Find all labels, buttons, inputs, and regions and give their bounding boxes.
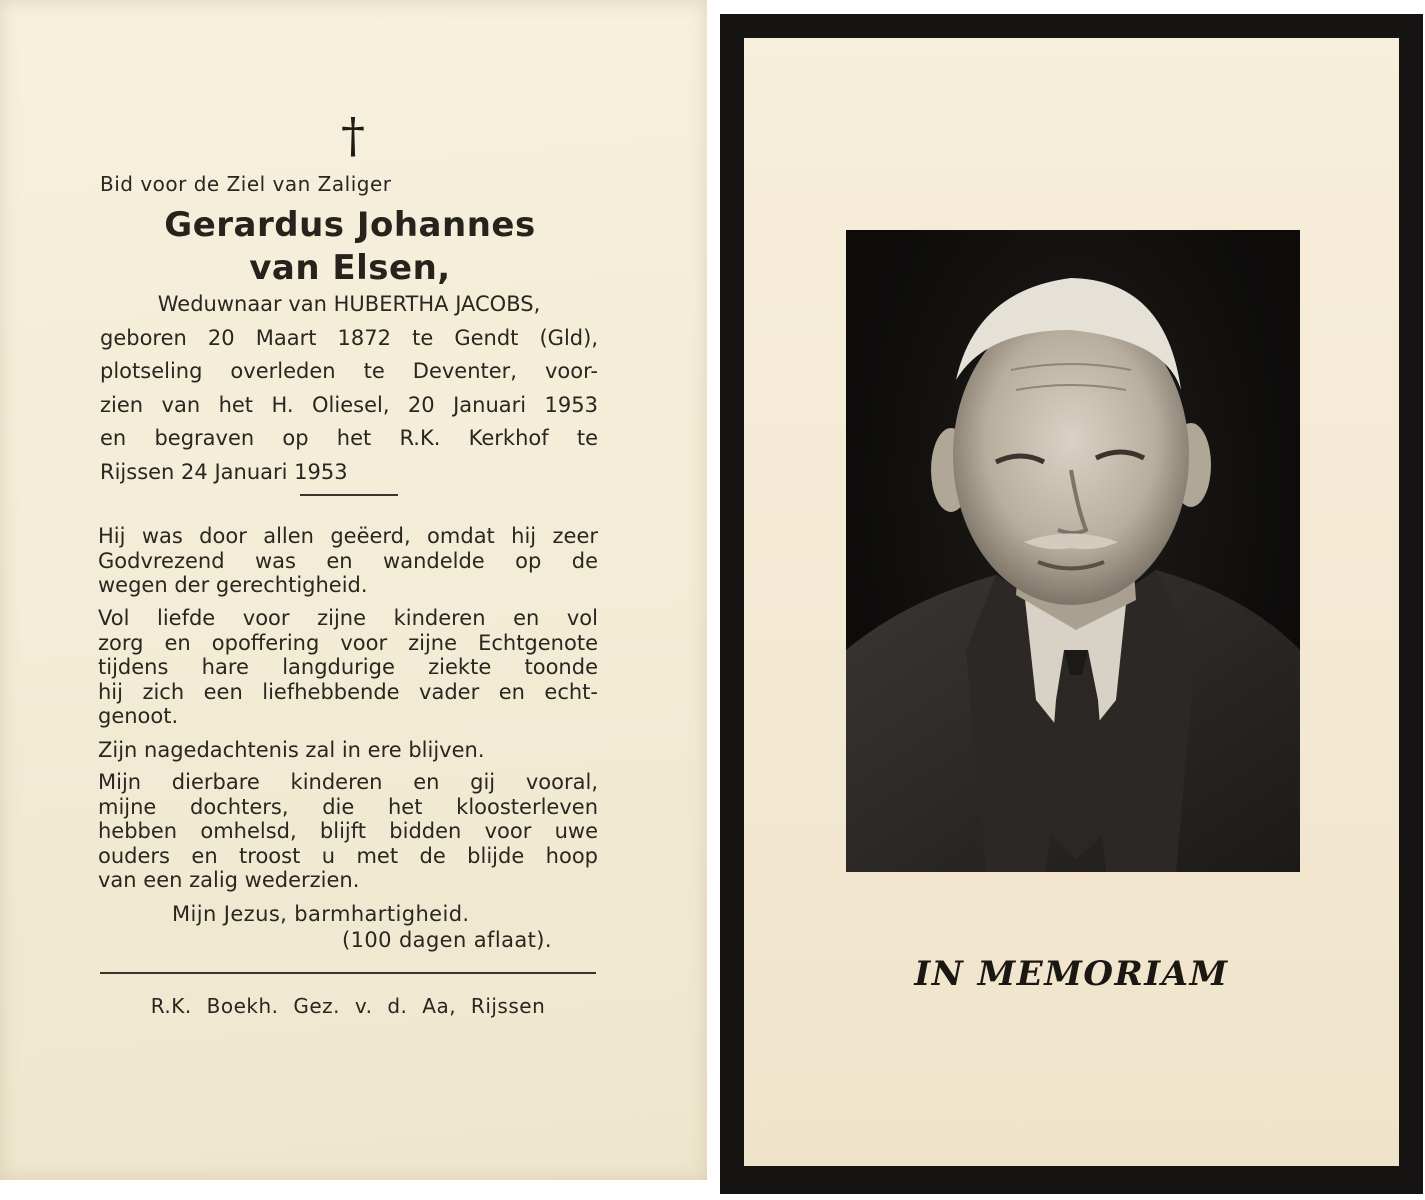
deceased-name-line1: Gerardus Johannes xyxy=(164,205,536,245)
indulgence-text: (100 dagen aflaat). xyxy=(342,928,552,952)
text-line: mijne dochters, die het kloosterleven xyxy=(98,794,598,819)
text-line: Vol liefde voor zijne kinderen en vol xyxy=(98,606,598,630)
text-line: tijdens hare langdurige ziekte toonde xyxy=(98,655,598,679)
bio-line: en begraven op het R.K. Kerkhof te xyxy=(100,426,598,450)
text-line: ouders en troost u met de blijde hoop xyxy=(98,843,598,868)
text-line: wegen der gerechtigheid. xyxy=(98,573,368,597)
text-line: van een zalig wederzien. xyxy=(98,868,360,892)
text-line: Godvrezend was en wandelde op de xyxy=(98,548,598,573)
paragraph-4 xyxy=(98,770,598,893)
paragraph-3 xyxy=(98,738,598,763)
biography-block xyxy=(100,288,598,489)
text-line: Hij was door allen geëerd, omdat hij zeer xyxy=(98,524,598,548)
paragraph-2 xyxy=(98,606,598,729)
cross-icon: † xyxy=(341,108,365,164)
divider xyxy=(300,494,398,496)
text-line: Zijn nagedachtenis zal in ere blijven. xyxy=(98,738,485,762)
bio-line: plotseling overleden te Deventer, voor- xyxy=(100,359,598,383)
bio-line: zien van het H. Oliesel, 20 Januari 1953 xyxy=(100,392,598,417)
text-line: hij zich een liefhebbende vader en echt- xyxy=(98,679,598,704)
text-line: zorg en opoffering voor zijne Echtgenote xyxy=(98,630,598,655)
text-line: Mijn dierbare kinderen en gij vooral, xyxy=(98,770,598,794)
paragraph-1 xyxy=(98,524,598,598)
divider xyxy=(100,972,596,974)
intro-text: Bid voor de Ziel van Zaliger xyxy=(100,172,392,196)
card-inner-panel xyxy=(744,38,1399,1166)
prayer-text: Mijn Jezus, barmhartigheid. xyxy=(172,902,470,926)
portrait-photo xyxy=(846,230,1300,872)
printer-credit: R.K. Boekh. Gez. v. d. Aa, Rijssen xyxy=(150,994,546,1018)
deceased-name-line2: van Elsen, xyxy=(249,248,451,288)
prayer-card-front xyxy=(720,14,1423,1194)
in-memoriam-title: IN MEMORIAM xyxy=(914,954,1229,994)
text-line: genoot. xyxy=(98,704,179,728)
bio-line: geboren 20 Maart 1872 te Gendt (Gld), xyxy=(100,325,598,350)
portrait-illustration-icon xyxy=(846,230,1300,872)
prayer-card-back xyxy=(0,0,707,1180)
bio-line: Weduwnaar van HUBERTHA JACOBS, xyxy=(157,292,541,316)
bio-line: Rijssen 24 Januari 1953 xyxy=(100,459,348,484)
text-line: hebben omhelsd, blijft bidden voor uwe xyxy=(98,819,598,843)
